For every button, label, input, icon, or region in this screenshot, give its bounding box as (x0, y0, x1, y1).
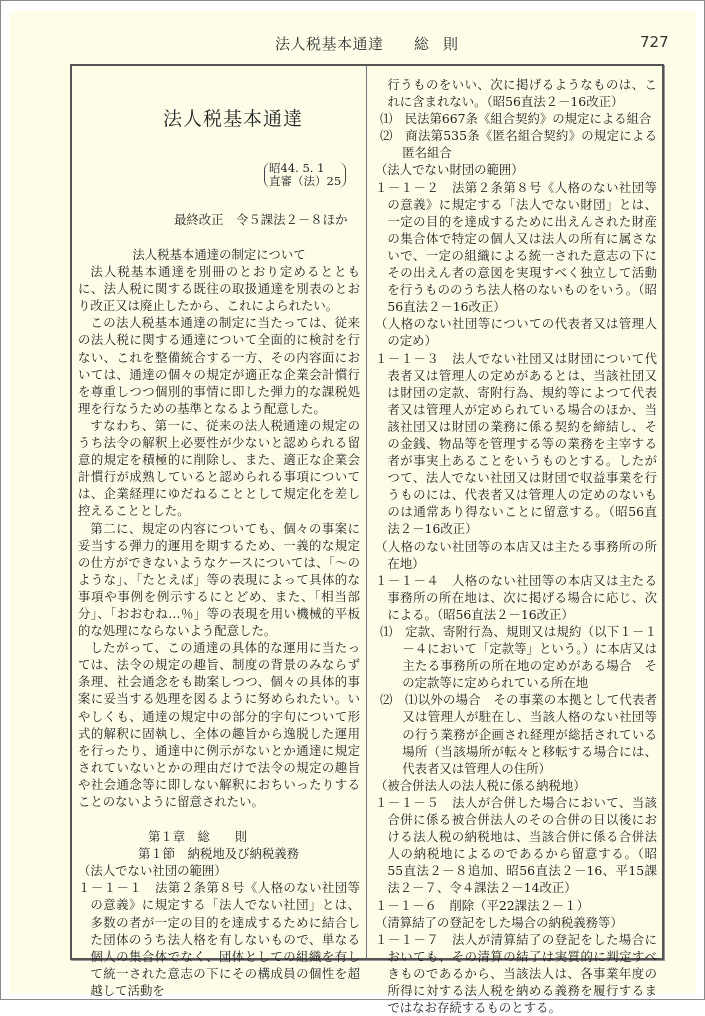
right-column (375, 76, 657, 1016)
left-body (78, 246, 360, 999)
article-caption: （被合併法人の法人税に係る納税地） (375, 777, 586, 793)
article-1-1-1-continuation: 行うものをいい、次に掲げるようなものは、これに含まれない。（昭56直法２－16改正） (387, 77, 657, 110)
article-1-1-5: １－１－５ 法人が合併した場合において、当該合併に係る被合併法人のその合併の日以後における法人税の納税地は、当該合併に係る合併法人の納税地によるのであるから留意する。（昭55直法２－８追加、昭56直法２－16、平15課法２－７、令４課法２－14改正） (375, 794, 657, 896)
article-1-1-1: １－１－１ 法第２条第８号《人格のない社団等の意義》に規定する「法人でない社団」とは、多数の者が一定の目的を達成するために結合した団体のうち法人格を有しないもので、単なる個人の集合体でなく、団体としての組織を有して統一された意志の下にその構成員の個性を超越して活動を (78, 880, 360, 998)
article-1-1-6: １－１－６ 削除（平22課法２－１） (375, 897, 590, 913)
column-divider (366, 66, 367, 958)
article-caption: （清算結了の登記をした場合の納税義務等） (375, 914, 623, 930)
preamble-paragraph: すなわち、第一に、従来の法人税通達の規定のうち法令の解釈上必要性が少ないと認められる留意的規定を積極的に削除し、また、適正な企業会計慣行が成熟していると認められる事項については、企業経理にゆだねることとして規定化を差し控えることとした。 (78, 417, 360, 519)
preamble-paragraph: したがって、この通達の具体的な運用に当たっては、法令の規定の趣旨、制度の背景のみならず条理、社会通念をも勘案しつつ、個々の具体的事案に妥当する処理を図るように努められたい。いやしくも、通達の規定中の部分的字句について形式的解釈に固執し、全体の趣旨から逸脱した運用を行ったり、通達中に例示がないとか通達に規定されていないとかの理由だけで法令の規定の趣旨や社会通念等に即しない解釈におちいったりすることのないように留意されたい。 (78, 640, 360, 809)
issue-reference-date: 昭44. 5. 1 (269, 161, 325, 175)
article-caption: （人格のない社団等についての代表者又は管理人の定め） (375, 316, 657, 349)
document-title: 法人税基本通達 (163, 108, 304, 130)
preamble-paragraph: この法人税基本通達の制定に当たっては、従来の法人税に関する通達について全面的に検討を行ない、これを整備統合する一方、その内容面においては、通達の個々の規定が適正な企業会計慣行を尊重しつつ個別的事情に即した弾力的な課税処理を行なうための基準となるよう配意した。 (78, 315, 360, 416)
article-item: ⑵ 商法第535条《匿名組合契約》の規定による匿名組合 (379, 128, 657, 161)
article-caption: （法人でない財団の範囲） (375, 162, 524, 178)
running-head-title: 法人税基本通達 (275, 35, 384, 53)
article-1-1-3: １－１－３ 法人でない社団又は財団について代表者又は管理人の定めがあるとは、当該社団又は財団の定款、寄附行為、規約等によつて代表者又は管理人が定められている場合のほか、当該社団又は財団の業務に係る契約を締結し、その金銭、物品等を管理する等の業務を主宰する者が事実上あることをいうものとする。したがつて、法人でない社団又は財団で収益事業を行うものには、代表者又は管理人の定めのないものは通常あり得ないことに留意する。（昭56直法２－16改正） (375, 350, 657, 537)
running-head (0, 33, 705, 53)
last-revision: 最終改正 令５課法２－８ほか (174, 212, 348, 227)
running-head-section: 総則 (414, 35, 473, 53)
article-1-1-7: １－１－７ 法人が清算結了の登記をした場合においても、その清算の結了は実質的に判定すべきものであるから、当該法人は、各事業年度の所得に対する法人税を納める義務を履行するまではなお存続するものとする。 (375, 931, 657, 1016)
article-1-1-4: １－１－４ 人格のない社団等の本店又は主たる事務所の所在地は、次に掲げる場合に応じ、次による。（昭56直法２－16改正） (375, 572, 657, 622)
article-caption: （法人でない社団の範囲） (78, 863, 227, 879)
article-caption: （人格のない社団等の本店又は主たる事務所の所在地） (375, 538, 657, 571)
article-item: ⑴ 定款、寄附行為、規則又は規約（以下１－１－４において「定款等」という。）に本店又は主たる事務所の所在地の定めがある場合 その定款等に定められている所在地 (379, 624, 657, 691)
issue-reference-number: 直審（法）25 (269, 174, 342, 188)
preamble-paragraph: 法人税基本通達を別冊のとおり定めるとともに、法人税に関する既往の取扱通達を別表のとおり改正又は廃止したから、これによられたい。 (78, 264, 360, 314)
content-box (70, 64, 664, 1016)
preamble-paragraph: 第二に、規定の内容についても、個々の事案に妥当する弾力的運用を期するため、一義的な規定の仕方ができないようなケースについては、「～のような」、「たとえば」等の表現によって具体的な事項や事例を例示するにとどめ、また、「相当部分」、「おおむね…％」等の表現を用い機械的平板的な処理にならないよう配意した。 (78, 520, 360, 639)
page-number: 727 (640, 33, 669, 51)
article-1-1-2: １－１－２ 法第２条第８号《人格のない社団等の意義》に規定する「法人でない財団」とは、一定の目的を達成するために出えんされた財産の集合体で特定の個人又は法人の所有に属さないで、一定の組織による統一された意志の下にその出えん者の意図を実現すべく独立して活動を行うもののうち法人格のないものをいう。（昭56直法２－16改正） (375, 179, 657, 315)
issue-reference (264, 162, 346, 188)
preamble-title: 法人税基本通達の制定について (132, 247, 306, 262)
section-heading: 第１節 納税地及び納税義務 (138, 846, 300, 862)
article-item: ⑴ 民法第667条《組合契約》の規定による組合 (379, 111, 652, 127)
article-item: ⑵ ⑴以外の場合 その事業の本拠として代表者又は管理人が駐在し、当該人格のない社団等の行う業務が企画され経理が総括されている場所（当該場所が転々と移転する場合には、代表者又は管理人の住所） (379, 692, 657, 776)
chapter-heading: 第１章 総 則 (148, 829, 248, 845)
